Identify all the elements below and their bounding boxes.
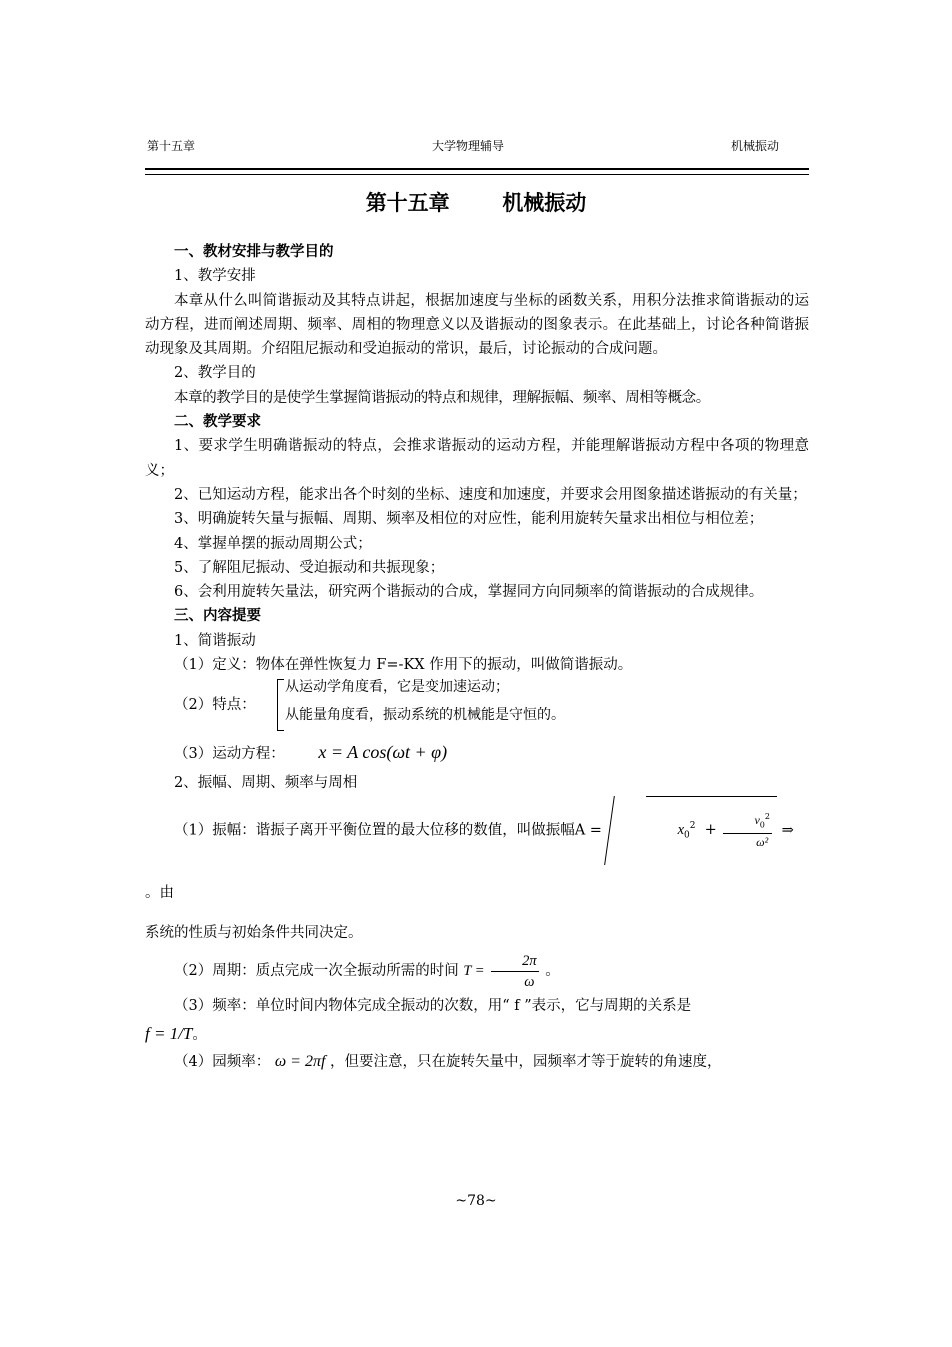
period-text: （2）周期：质点完成一次全振动所需的时间 (174, 963, 459, 980)
period-numerator: 2π (491, 951, 539, 972)
motion-label: （3）运动方程： (174, 746, 285, 763)
amplitude-line (145, 796, 809, 923)
paragraph: 系统的性质与初始条件共同决定。 (145, 925, 363, 942)
definition-line: （1）定义：物体在弹性恢复力 F=-KX 作用下的振动，叫做简谐振动。 (174, 657, 633, 674)
title-chapter: 第十五章 (365, 191, 450, 215)
document-body (145, 240, 809, 1074)
frequency-line: （3）频率：单位时间内物体完成全振动的次数，用“ f ”表示，它与周期的关系是 (174, 998, 692, 1015)
list-item: 2、已知运动方程，能求出各个时刻的坐标、速度和加速度，并要求会用图象描述谐振动的有关量； (174, 486, 807, 503)
list-item: 1、要求学生明确谐振动的特点，会推求谐振动的运动方程，并能理解谐振动方程中各项的物理意义； (145, 438, 809, 479)
omega-text-2: ，但要注意，只在旋转矢量中，园频率才等于旋转的角速度， (330, 1053, 722, 1070)
subheading: 2、教学目的 (174, 365, 256, 382)
header-left: 第十五章 (147, 139, 196, 153)
list-item: 6、会利用旋转矢量法，研究两个谐振动的合成，掌握同方向同频率的简谐振动的合成规律。 (174, 584, 764, 601)
omega-text-1: （4）园频率： (174, 1053, 271, 1070)
motion-equation: x = A cos(ωt + φ) (318, 742, 448, 763)
angular-frequency-line (145, 1050, 809, 1074)
subheading: 2、振幅、周期、频率与周相 (174, 775, 358, 792)
page-title (0, 187, 952, 217)
list-item: 4、掌握单摆的振动周期公式； (174, 535, 372, 552)
frequency-equation-line (145, 1019, 809, 1050)
paragraph: 本章的教学目的是使学生掌握简谐振动的特点和规律，理解振幅、频率、周相等概念。 (174, 389, 710, 406)
frequency-end: 。 (192, 1026, 207, 1043)
period-fraction (491, 951, 539, 992)
feature-kinematics: 从运动学角度看，它是变加速运动； (285, 679, 509, 696)
page-number: ~78~ (455, 1193, 497, 1209)
amplitude-after: ⇒ 。由 (145, 822, 794, 902)
title-name: 机械振动 (502, 191, 587, 215)
period-denominator: ω (524, 973, 535, 990)
frequency-equation: f = 1/T (145, 1023, 193, 1043)
feature-energy: 从能量角度看，振动系统的机械能是守恒的。 (285, 707, 565, 724)
header-rule-thin (145, 174, 809, 175)
bracket-icon (277, 679, 284, 731)
section-heading: 三、内容提要 (174, 608, 261, 625)
list-item: 3、明确旋转矢量与振幅、周期、频率及相位的对应性，能利用旋转矢量求出相位与相位差； (174, 511, 764, 528)
subheading: 1、教学安排 (174, 268, 256, 285)
features-block (145, 677, 809, 735)
motion-equation-line (145, 735, 809, 771)
subheading: 1、简谐振动 (174, 632, 256, 649)
period-line (145, 944, 809, 998)
header-center: 大学物理辅导 (432, 139, 505, 153)
section-heading: 二、教学要求 (174, 414, 261, 431)
amplitude-formula: $x_0^2$ + $\frac{v_0^2}{\text{ω²}}$ (607, 796, 777, 865)
header-rule-thick (145, 168, 809, 170)
period-end: 。 (545, 963, 560, 980)
omega-equation: ω = 2πf (274, 1052, 326, 1070)
amplitude-text: （1）振幅：谐振子离开平衡位置的最大位移的数值，叫做振幅A = (174, 822, 602, 838)
header-right: 机械振动 (731, 139, 780, 153)
features-label: （2）特点： (174, 697, 256, 714)
list-item: 5、了解阻尼振动、受迫振动和共振现象； (174, 559, 445, 576)
section-heading: 一、教材安排与教学目的 (174, 244, 334, 260)
paragraph: 本章从什么叫简谐振动及其特点讲起，根据加速度与坐标的函数关系，用积分法推求简谐振动的运动方程，进而阐述周期、频率、周相的物理意义以及谐振动的图象表示。在此基础上，讨论各种简谐振动现象及其周期。介绍阻尼振动和受迫振动的常识，最后，讨论振动的合成问题。 (145, 292, 809, 358)
period-eq-lhs: T = (463, 963, 485, 980)
